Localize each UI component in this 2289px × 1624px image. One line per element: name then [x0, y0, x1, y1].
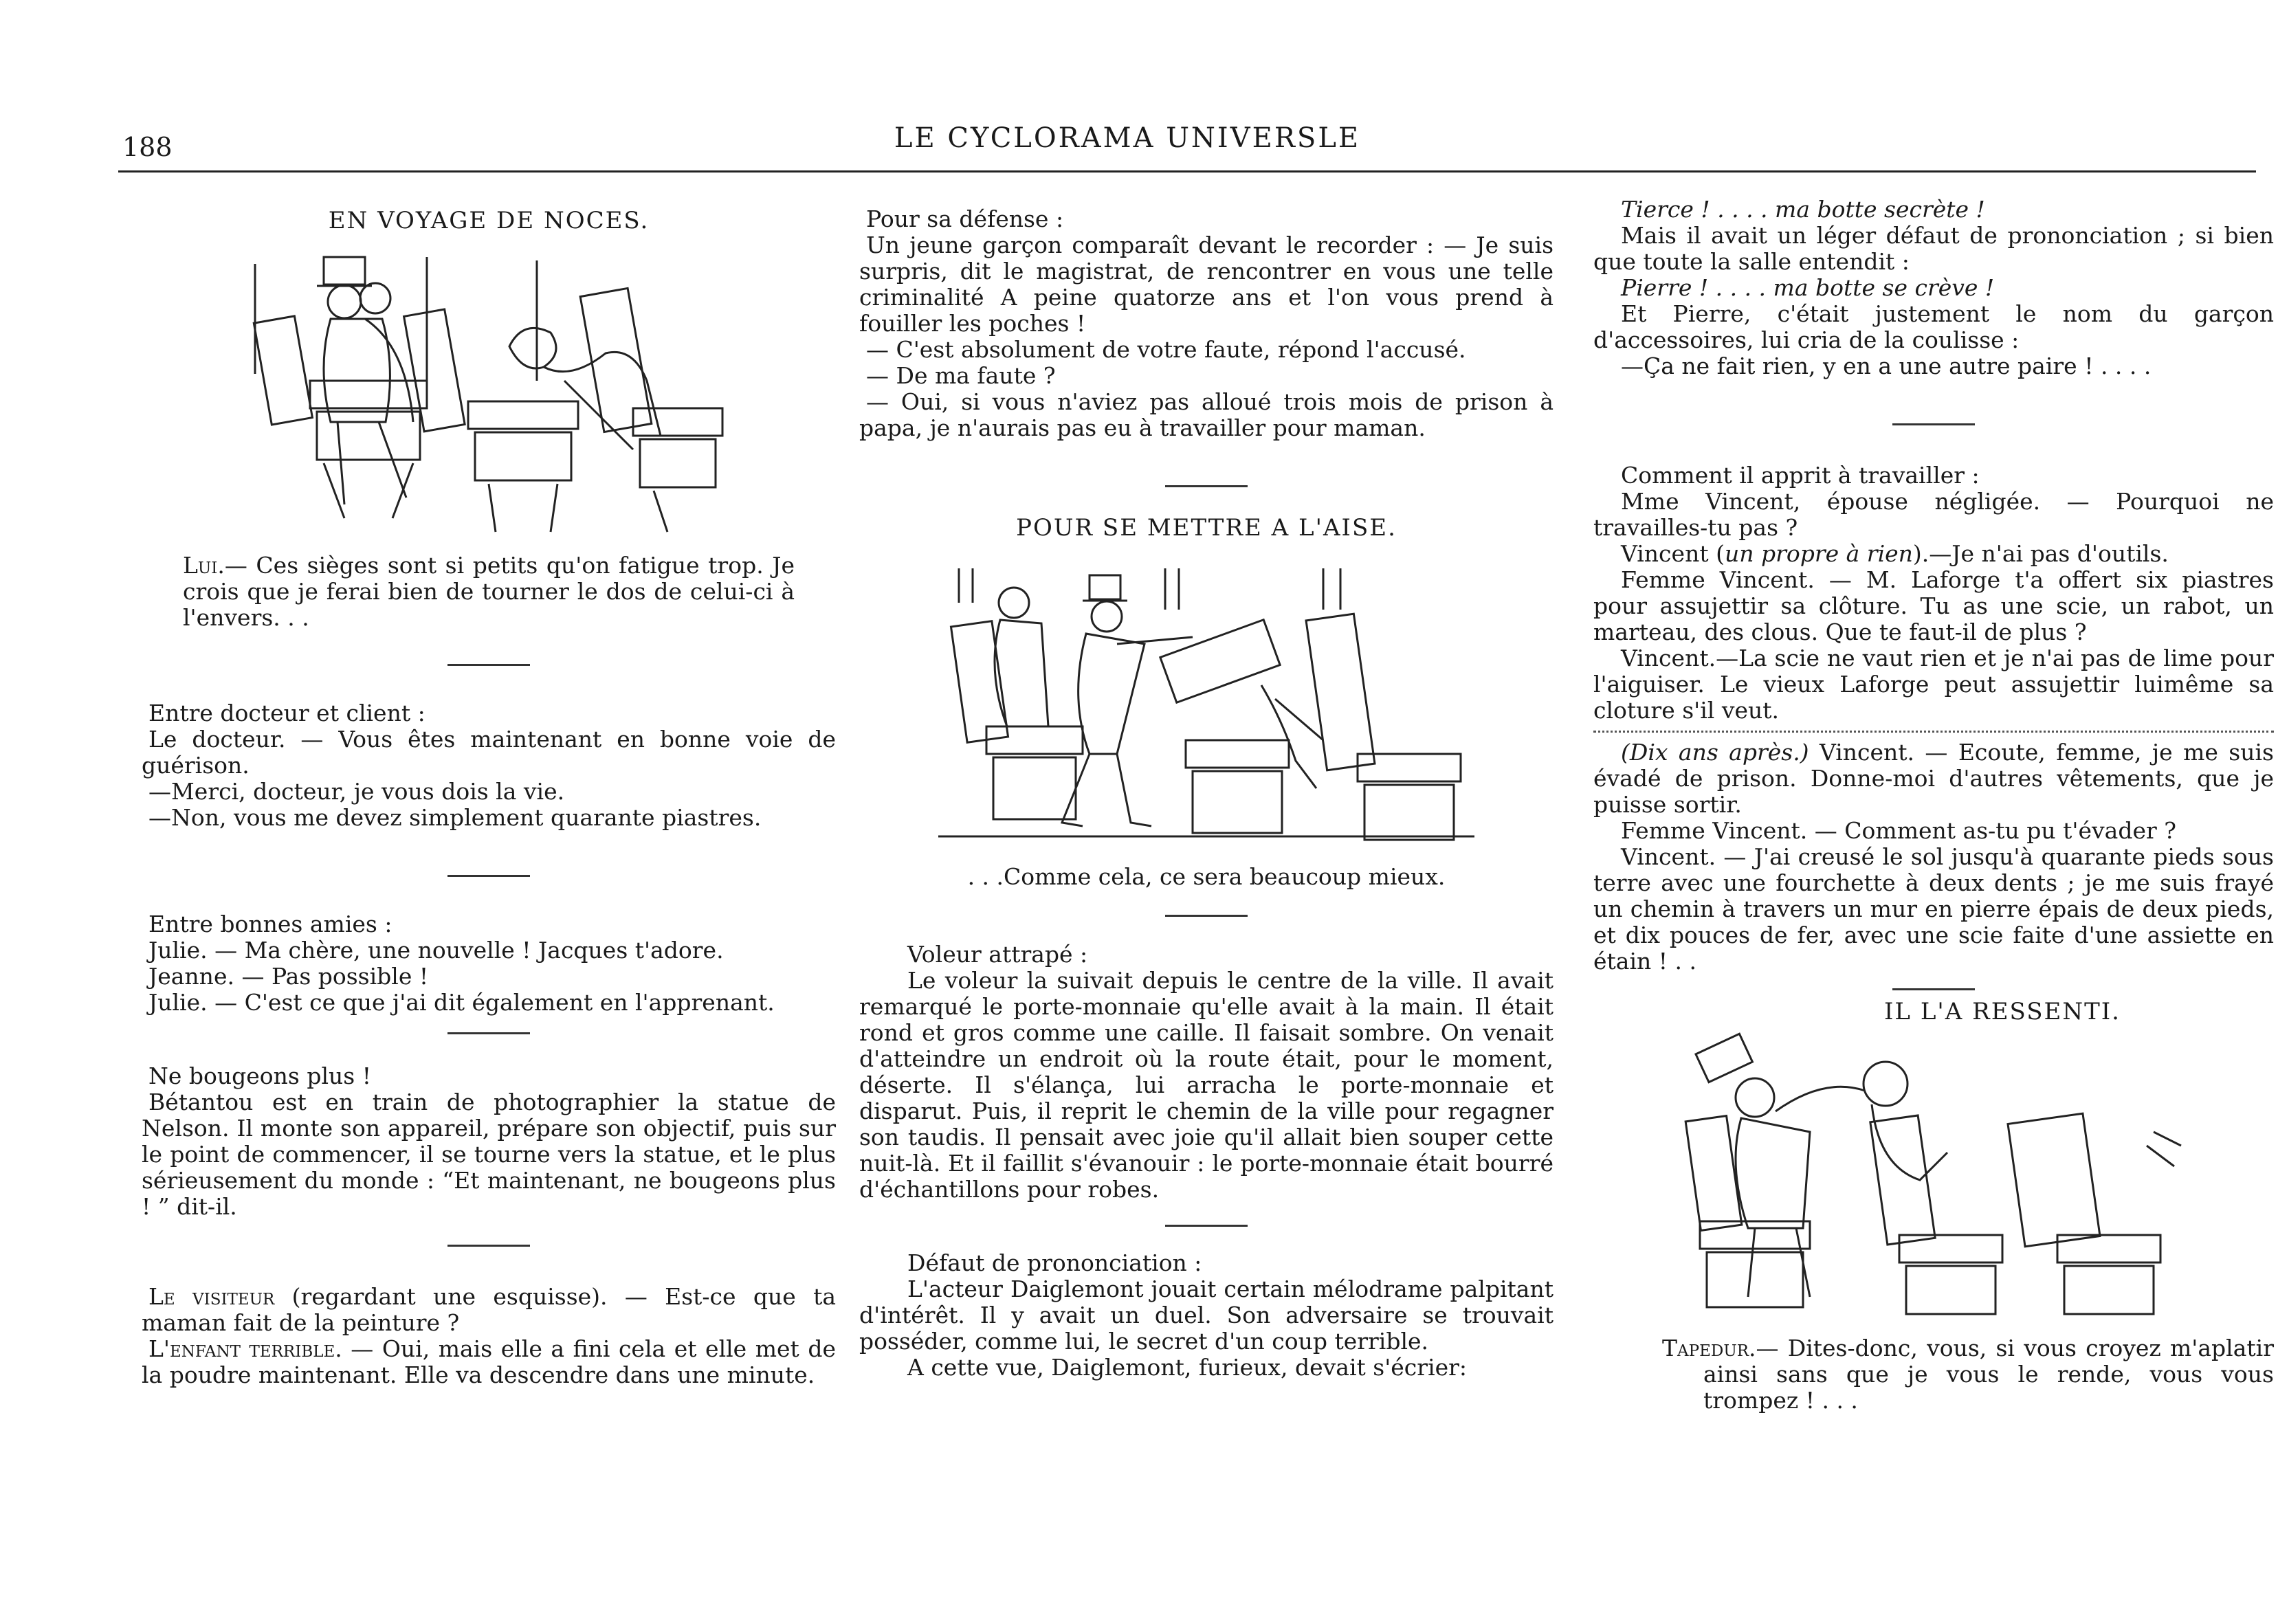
section-title-ressenti: IL L'A RESSENTI. [1884, 998, 2121, 1025]
illustration-aise [938, 561, 1474, 850]
separator [1165, 915, 1248, 917]
header-rule [118, 170, 2256, 173]
caption-ressenti: Tapedur.— Dites-donc, vous, si vous croyez m'aplatir ainsi sans que je vous le rende, vous vous trompez ! . . . [1662, 1335, 2274, 1414]
section-defense: Pour sa défense : Un jeune garçon comparaît devant le recorder : — Je suis surpris, dit le magistrat, de rencontrer en vous une telle criminalité A peine quatorze ans et l'on vous prend à fouiller les poches ! — C'est absolument de votre faute, répond l'accusé. — De ma faute ? — Oui, si vous n'aviez pas alloué trois mois de prison à papa, je n'aurais pas eu à travailler pour maman. [859, 205, 1553, 441]
illustration-ressenti [1672, 1029, 2195, 1324]
separator [1165, 485, 1248, 487]
separator [1892, 423, 1975, 425]
section-voleur: Voleur attrapé : Le voleur la suivait depuis le centre de la ville. Il avait remarqué le porte-monnaie qu'elle avait à la main. Il était rond et gros comme une caille. Il faisait sombre. On venait d'atteindre un endroit où la route était, pour le moment, déserte. Il s'élança, lui arracha le porte-monnaie et disparut. Puis, il reprit le chemin de la ville pour regagner son taudis. Il pensait avec joie qu'il allait bien souper cette nuit-là. Et il faillit s'évanouir : le porte-monnaie était bourré d'échantillons pour robes. [859, 941, 1553, 1203]
illustration-honeymoon [248, 243, 729, 539]
journal-title: LE CYCLORAMA UNIVERSLE [894, 122, 1361, 154]
section-visiteur: Le visiteur (regardant une esquisse). — Est-ce que ta maman fait de la peinture ? L'enfant terrible. — Oui, mais elle a fini cela et elle met de la poudre maintenant. Elle va descendre dans une minute. [142, 1283, 837, 1388]
caption-voyage: Lui.— Ces sièges sont si petits qu'on fatigue trop. Je crois que je ferai bien de tourner le dos de celui-ci à l'envers. . . [183, 552, 795, 631]
separator [447, 1032, 530, 1034]
separator [447, 875, 530, 877]
separator [1165, 1225, 1248, 1227]
column-2 [859, 187, 1553, 1381]
dotted-separator [1593, 731, 2274, 733]
section-prononciation-suite: Tierce ! . . . . ma botte secrète ! Mais il avait un léger défaut de prononciation ; si bien que toute la salle entendit : Pierre ! . . . . ma botte se crève ! Et Pierre, c'était justement le nom du garçon d'accessoires, lui cria de la coulisse : —Ça ne fait rien, y en a une autre paire ! . . . . [1593, 196, 2274, 379]
separator [447, 1245, 530, 1247]
section-nelson: Ne bougeons plus ! Bétantou est en train de photographier la statue de Nelson. Il monte son appareil, prépare son objectif, puis sur le point de commencer, il se tourne vers la statue, et le plus sérieusement du monde : “Et maintenant, ne bougeons plus ! ” dit-il. [142, 1063, 836, 1220]
separator [1892, 988, 1975, 990]
page-number: 188 [122, 132, 173, 162]
section-vincent: Comment il apprit à travailler : Mme Vincent, épouse négligée. — Pourquoi ne travailles-tu pas ? Vincent (un propre à rien).—Je n'ai pas d'outils. Femme Vincent. — M. Laforge t'a offert six piastres pour assujettir sa clôture. Tu as une scie, un rabot, un marteau, des clous. Que te faut-il de plus ? Vincent.—La scie ne vaut rien et je n'ai pas de lime pour l'aiguiser. Le vieux Laforge peut assujettir luimême sa cloture s'il veut. [1593, 462, 2274, 724]
section-doctor: Entre docteur et client : Le docteur. — Vous êtes maintenant en bonne voie de guérison. —Merci, docteur, je vous dois la vie. —Non, vous me devez simplement quarante piastres. [142, 700, 836, 831]
section-defaut: Défaut de prononciation : L'acteur Daiglemont jouait certain mélodrame palpitant d'intérêt. Il y avait un duel. Son adversaire se trouvait posséder, comme lui, le secret d'un coup terrible. A cette vue, Daiglemont, furieux, devait s'écrier: [859, 1249, 1553, 1381]
separator [447, 664, 530, 666]
column-1 [142, 187, 836, 1388]
section-amies: Entre bonnes amies : Julie. — Ma chère, une nouvelle ! Jacques t'adore. Jeanne. — Pas possible ! Julie. — C'est ce que j'ai dit également en l'apprenant. [148, 911, 775, 1016]
section-title-voyage: EN VOYAGE DE NOCES. [328, 207, 650, 234]
section-title-aise: POUR SE METTRE A L'AISE. [1016, 514, 1397, 542]
caption-aise: . . .Comme cela, ce sera beaucoup mieux. [967, 863, 1446, 890]
section-dix-ans: (Dix ans après.) Vincent. — Ecoute, femme, je me suis évadé de prison. Donne-moi d'autres vêtements, que je puisse sortir. Femme Vincent. — Comment as-tu pu t'évader ? Vincent. — J'ai creusé le sol jusqu'à quarante pieds sous terre avec une fourchette à deux dents ; je me suis frayé un chemin à travers un mur en pierre épais de deux pieds, et dix pouces de fer, avec une scie faite d'une assiette en étain ! . . [1593, 739, 2274, 975]
column-3 [1593, 187, 2274, 1414]
